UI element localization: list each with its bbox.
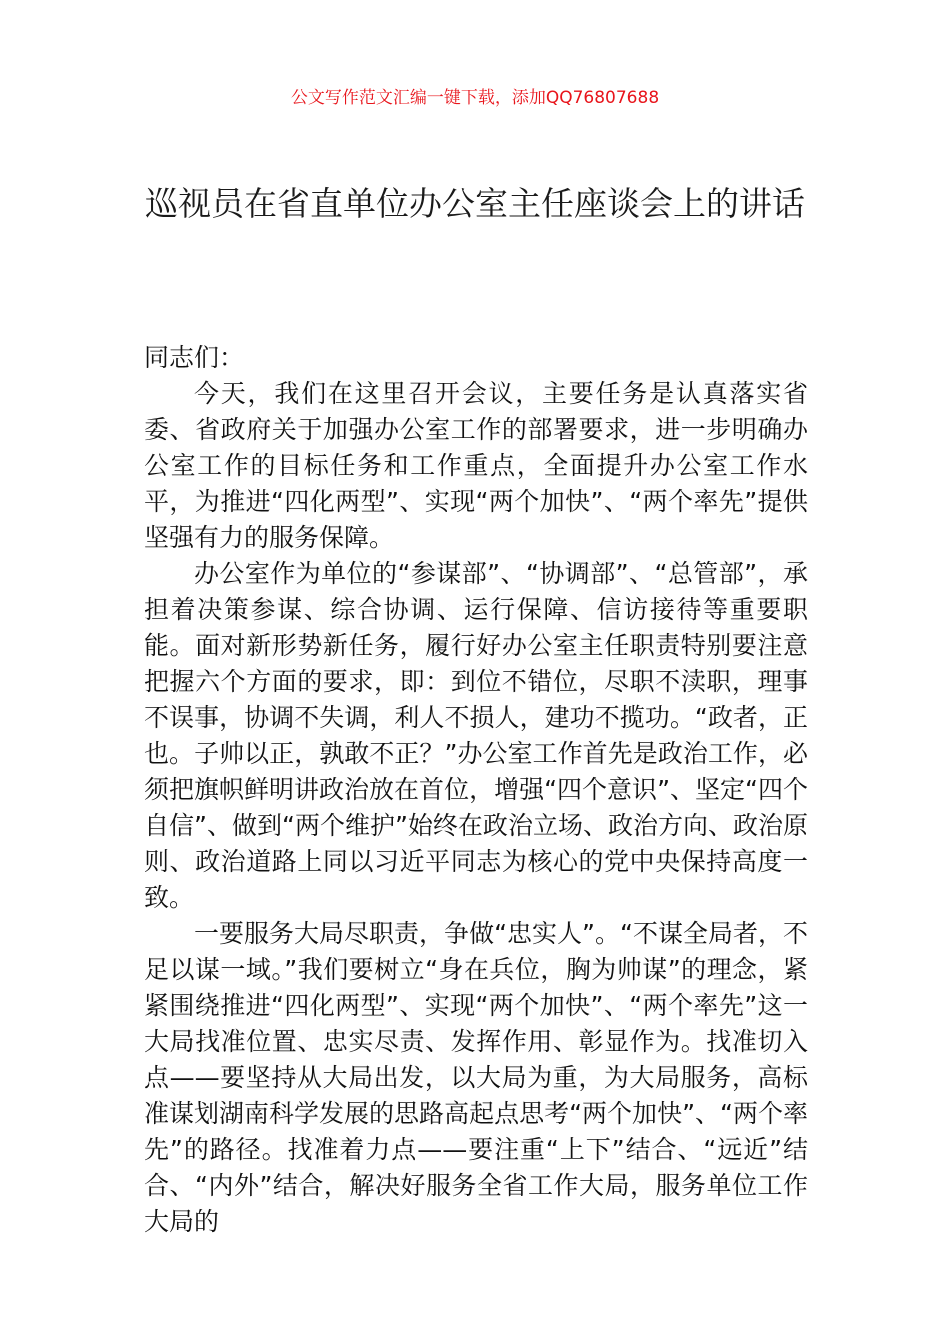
document-body: [144, 340, 808, 1240]
salutation: 同志们：: [144, 343, 245, 372]
paragraph-1: 今天，我们在这里召开会议，主要任务是认真落实省委、省政府关于加强办公室工作的部署要求，进一步明确办公室工作的目标任务和工作重点，全面提升办公室工作水平，为推进“四化两型”、实现“两个加快”、“两个率先”提供坚强有力的服务保障。: [144, 379, 808, 552]
document-title: 巡视员在省直单位办公室主任座谈会上的讲话: [145, 184, 805, 223]
paragraph-3: 一要服务大局尽职责，争做“忠实人”。“不谋全局者，不足以谋一域。”我们要树立“身在兵位，胸为帅谋”的理念，紧紧围绕推进“四化两型”、实现“两个加快”、“两个率先”这一大局找准位置、忠实尽责、发挥作用、彰显作为。找准切入点——要坚持从大局出发，以大局为重，为大局服务，高标准谋划湖南科学发展的思路高起点思考“两个加快”、“两个率先”的路径。找准着力点——要注重“上下”结合、“远近”结合、“内外”结合，解决好服务全省工作大局，服务单位工作大局的: [144, 919, 808, 1236]
download-banner: 公文写作范文汇编一键下载，添加QQ76807688: [290, 88, 660, 108]
paragraph-2: 办公室作为单位的“参谋部”、“协调部”、“总管部”，承担着决策参谋、综合协调、运行保障、信访接待等重要职能。面对新形势新任务，履行好办公室主任职责特别要注意把握六个方面的要求，即：到位不错位，尽职不渎职，理事不误事，协调不失调，利人不损人，建功不揽功。“政者，正也。子帅以正，孰敢不正？”办公室工作首先是政治工作，必须把旗帜鲜明讲政治放在首位，增强“四个意识”、坚定“四个自信”、做到“两个维护”始终在政治立场、政治方向、政治原则、政治道路上同以习近平同志为核心的党中央保持高度一致。: [144, 559, 808, 912]
